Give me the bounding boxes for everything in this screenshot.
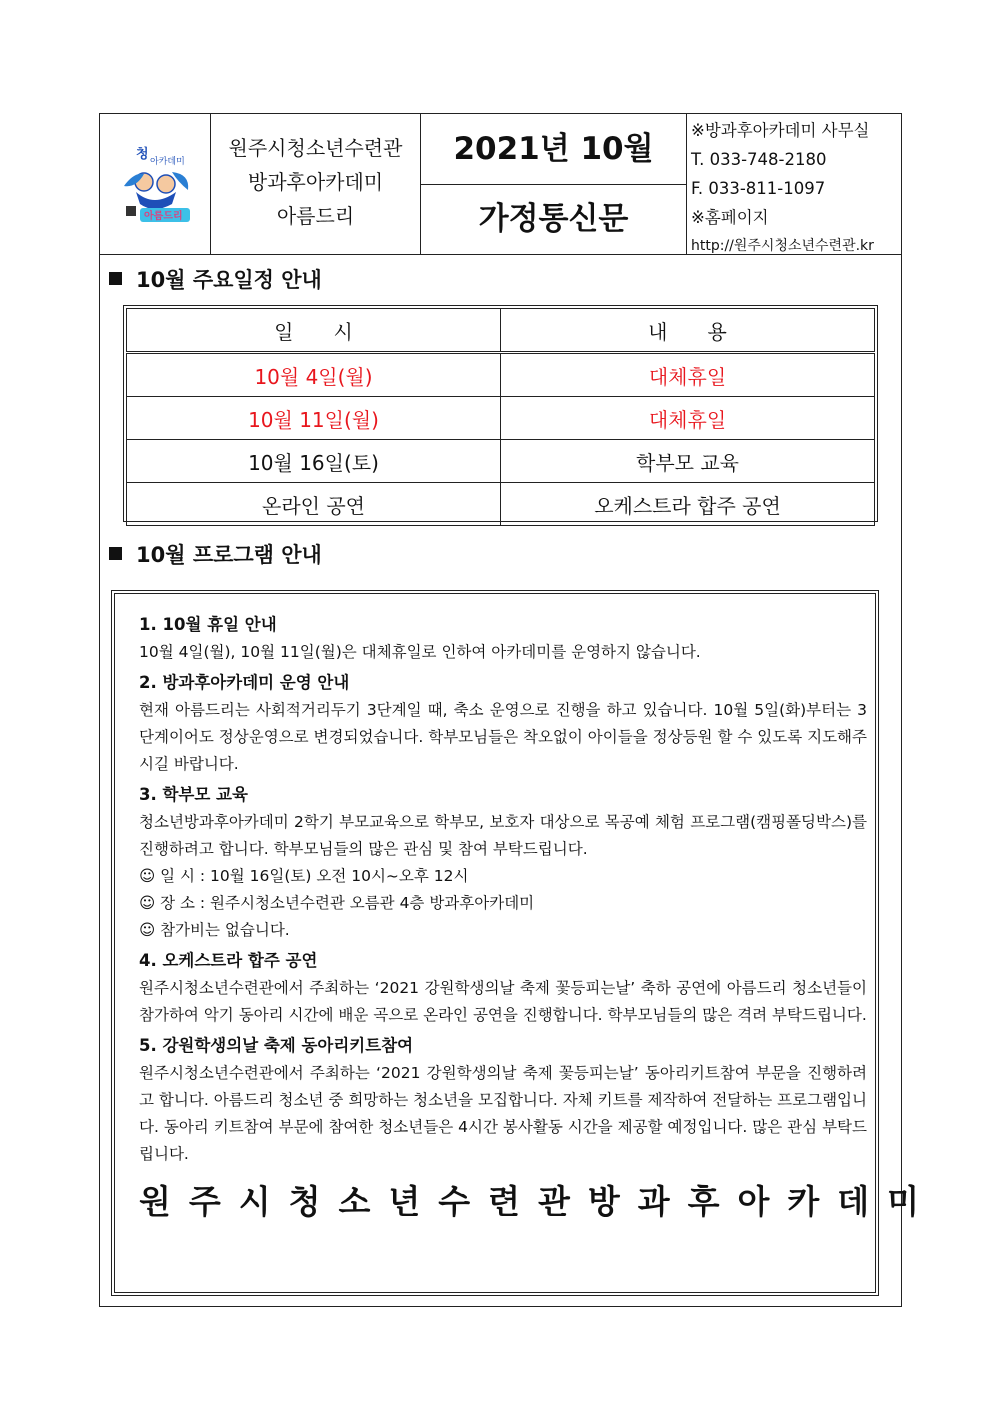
contact-cell [687, 114, 901, 254]
detail-line: ☺ 참가비는 없습니다. [139, 921, 290, 939]
item-title: 3. 학부모 교육 [139, 785, 248, 804]
item-body: 원주시청소년수련관에서 주최하는 ‘2021 강원학생의날 축제 꽃등피는날’ 동아리키트참여 부문을 진행하려고 합니다. 아름드리 청소년 중 희망하는 청소년을 모집합니다. 자체 키트를 제작하여 전달하는 프로그램입니다. 동아리 키트참여 부문에 참여한 청소년들은 4시간 봉사활동 시간을 제공할 예정입니다. 많은 관심 부탁드립니다. [139, 1064, 867, 1163]
svg-text:청: 청 [136, 147, 149, 162]
schedule-date: 10월 16일(토) [127, 440, 501, 483]
title-cell [421, 114, 687, 254]
item-title: 5. 강원학생의날 축제 동아리키트참여 [139, 1036, 414, 1055]
office-label: ※방과후아카데미 사무실 [691, 121, 870, 140]
schedule-content: 대체휴일 [501, 353, 875, 397]
program-item [139, 1035, 867, 1168]
column-header-date: 일 시 [127, 309, 501, 353]
table-row [127, 483, 875, 526]
academy-logo [114, 144, 198, 228]
newsletter-page [99, 113, 938, 1307]
program-item [139, 614, 867, 666]
column-header-content: 내 용 [501, 309, 875, 353]
header [100, 114, 901, 255]
svg-text:아름드리: 아름드리 [144, 211, 183, 222]
program-item [139, 672, 867, 778]
schedule-date: 10월 11일(월) [127, 397, 501, 440]
schedule-date: 온라인 공연 [127, 483, 501, 526]
table-row [127, 353, 875, 397]
document-title: 가정통신문 [478, 201, 629, 237]
group-name: 아름드리 [276, 204, 355, 228]
homepage-label: ※홈페이지 [691, 208, 769, 227]
program-name: 방과후아카데미 [247, 170, 384, 194]
org-name: 원주시청소년수련관 [228, 136, 403, 160]
detail-line: ☺ 장 소 : 원주시청소년수련관 오름관 4층 방과후아카데미 [139, 894, 535, 912]
fax-number: F. 033-811-1097 [691, 179, 826, 198]
program-box-inner [114, 593, 938, 1293]
item-title: 1. 10월 휴일 안내 [139, 615, 277, 634]
bullet-square-icon [109, 547, 122, 560]
schedule-table [123, 305, 878, 522]
table-row [127, 397, 875, 440]
footer-signature: 원주시청소년수련관방과후아카데미 [139, 1182, 938, 1221]
program-item [139, 784, 867, 944]
table-header-row [127, 309, 875, 353]
schedule-content: 오케스트라 합주 공연 [501, 483, 875, 526]
item-body: 청소년방과후아카데미 2학기 부모교육으로 학부모, 보호자 대상으로 목공예 체험 프로그램(캠핑폴딩박스)를 진행하려고 합니다. 학부모님들의 많은 관심 및 참여 부탁드립니다. [139, 813, 867, 858]
item-body: 원주시청소년수련관에서 주최하는 ‘2021 강원학생의날 축제 꽃등피는날’ 축하 공연에 아름드리 청소년들이 참가하여 악기 동아리 시간에 배운 곡으로 온라인 공연을 진행합니다. 학부모님들의 많은 격려 부탁드립니다. [139, 979, 867, 1024]
schedule-date: 10월 4일(월) [127, 353, 501, 397]
schedule-section-title [109, 264, 322, 294]
item-body: 현재 아름드리는 사회적거리두기 3단계일 때, 축소 운영으로 진행을 하고 있습니다. 10월 5일(화)부터는 3단계이어도 정상운영으로 변경되었습니다. 학부모님들은 착오없이 아이들을 정상등원 할 수 있도록 지도해주시길 바랍니다. [139, 701, 867, 773]
schedule-content: 대체휴일 [501, 397, 875, 440]
detail-line: ☺ 일 시 : 10월 16일(토) 오전 10시~오후 12시 [139, 867, 469, 885]
program-title-text: 10월 프로그램 안내 [136, 543, 322, 567]
program-box [111, 590, 938, 1296]
item-title: 2. 방과후아카데미 운영 안내 [139, 673, 350, 692]
table-row [127, 440, 875, 483]
logo-cell [100, 114, 211, 254]
item-title: 4. 오케스트라 합주 공연 [139, 951, 318, 970]
schedule-content: 학부모 교육 [501, 440, 875, 483]
organization-cell [211, 114, 421, 254]
phone-number: T. 033-748-2180 [691, 150, 827, 169]
svg-text:아카데미: 아카데미 [150, 157, 185, 167]
bullet-square-icon [109, 272, 122, 285]
item-body: 10월 4일(월), 10월 11일(월)은 대체휴일로 인하여 아카데미를 운영하지 않습니다. [139, 643, 701, 661]
issue-date: 2021년 10월 [421, 114, 686, 185]
homepage-url[interactable]: http://원주시청소년수련관.kr [691, 238, 874, 254]
program-section-title [109, 539, 322, 569]
program-item [139, 950, 867, 1029]
schedule-title-text: 10월 주요일정 안내 [136, 268, 322, 292]
